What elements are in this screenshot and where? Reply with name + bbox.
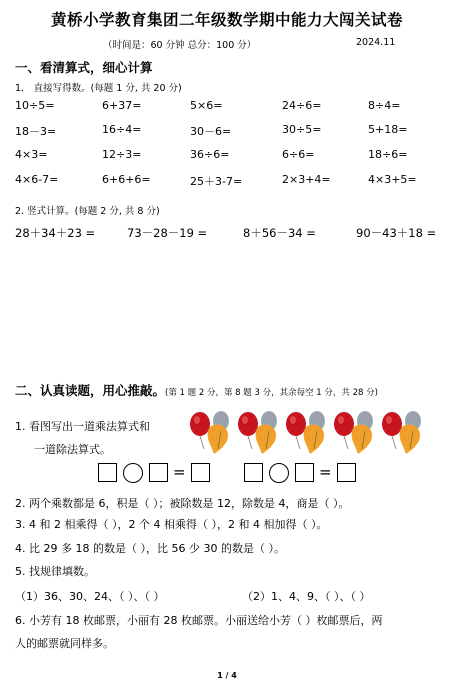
exam-date: 2024.11: [356, 37, 396, 48]
section-2-heading: [15, 381, 378, 399]
calc-problem: 5×6=: [190, 99, 223, 112]
question-5-part-2: （2）1、4、9、（ ）、（ ）: [242, 590, 371, 603]
calc-problem: 10÷5=: [15, 99, 55, 112]
q1-direct-label: 1． 直接写得数。(每题 1 分, 共 20 分): [15, 83, 182, 94]
calc-problem: 6÷6=: [282, 148, 315, 161]
calc-problem: 30÷5=: [282, 123, 322, 136]
answer-box[interactable]: [295, 463, 314, 482]
calc-problem: 4×6-7=: [15, 173, 59, 186]
calc-problem: 18－3=: [15, 125, 57, 138]
calc-problem: 4×3=: [15, 148, 48, 161]
equals-sign: =: [173, 463, 186, 481]
exam-title: 黄桥小学教育集团二年级数学期中能力大闯关试卷: [50, 11, 403, 29]
question-2: 2. 两个乘数都是 6，积是（ ）；被除数是 12，除数是 4，商是（ ）。: [15, 497, 350, 510]
equals-sign: =: [319, 463, 332, 481]
balloons-icon: [236, 409, 284, 455]
answer-box[interactable]: [337, 463, 356, 482]
calc-problem: 36÷6=: [190, 148, 230, 161]
section-2-score-note: (第 1 题 2 分，第 8 题 3 分，其余每空 1 分，共 28 分): [165, 388, 378, 398]
question-6-line2: 人的邮票就同样多。: [15, 637, 114, 650]
calc-problem: 16÷4=: [102, 123, 142, 136]
answer-box[interactable]: [98, 463, 117, 482]
calc-problem: 6+6+6=: [102, 173, 151, 186]
question-3: 3. 4 和 2 相乘得（ ），2 个 4 相乘得（ ），2 和 4 相加得（ ）。: [15, 518, 328, 531]
question-5-part-1: （1）36、30、24、（ ）、（ ）: [15, 590, 165, 603]
calc-problem: 6+37=: [102, 99, 142, 112]
vertical-calc-problem: 90－43＋18 =: [356, 226, 437, 240]
operator-circle[interactable]: [123, 463, 143, 483]
answer-box[interactable]: [149, 463, 168, 482]
question-4: 4. 比 29 多 18 的数是（ ），比 56 少 30 的数是（ ）。: [15, 542, 285, 555]
q2-vertical-label: 2. 竖式计算。(每题 2 分, 共 8 分): [15, 206, 160, 217]
calc-problem: 12÷3=: [102, 148, 142, 161]
answer-box[interactable]: [191, 463, 210, 482]
time-score-info: （时间是：60 分钟 总分：100 分）: [103, 40, 257, 51]
calc-problem: 18÷6=: [368, 148, 408, 161]
answer-box[interactable]: [244, 463, 263, 482]
balloons-icon: [284, 409, 332, 455]
calc-problem: 4×3+5=: [368, 173, 417, 186]
calc-problem: 8÷4=: [368, 99, 401, 112]
question-5: 5. 找规律填数。: [15, 565, 95, 578]
page-number: 1 / 4: [217, 671, 237, 680]
section-2-title: 二、认真读题，用心推敲。: [15, 383, 166, 398]
calc-problem: 2×3+4=: [282, 173, 331, 186]
section-1-heading: 一、看清算式，细心计算: [15, 60, 153, 75]
calc-problem: 25＋3-7=: [190, 175, 243, 188]
operator-circle[interactable]: [269, 463, 289, 483]
question-6-line1: 6. 小芳有 18 枚邮票，小丽有 28 枚邮票。小丽送给小芳（ ）枚邮票后，两: [15, 614, 383, 627]
vertical-calc-problem: 28＋34＋23 =: [15, 226, 96, 240]
q1-picture-line2: 一道除法算式。: [34, 443, 111, 456]
balloons-icon: [332, 409, 380, 455]
calc-problem: 30－6=: [190, 125, 232, 138]
balloons-icon: [380, 409, 428, 455]
calc-problem: 5+18=: [368, 123, 408, 136]
vertical-calc-problem: 8＋56－34 =: [243, 226, 316, 240]
calc-problem: 24÷6=: [282, 99, 322, 112]
vertical-calc-problem: 73－28－19 =: [127, 226, 208, 240]
balloons-icon: [188, 409, 236, 455]
q1-picture-line1: 1. 看图写出一道乘法算式和: [15, 420, 150, 433]
